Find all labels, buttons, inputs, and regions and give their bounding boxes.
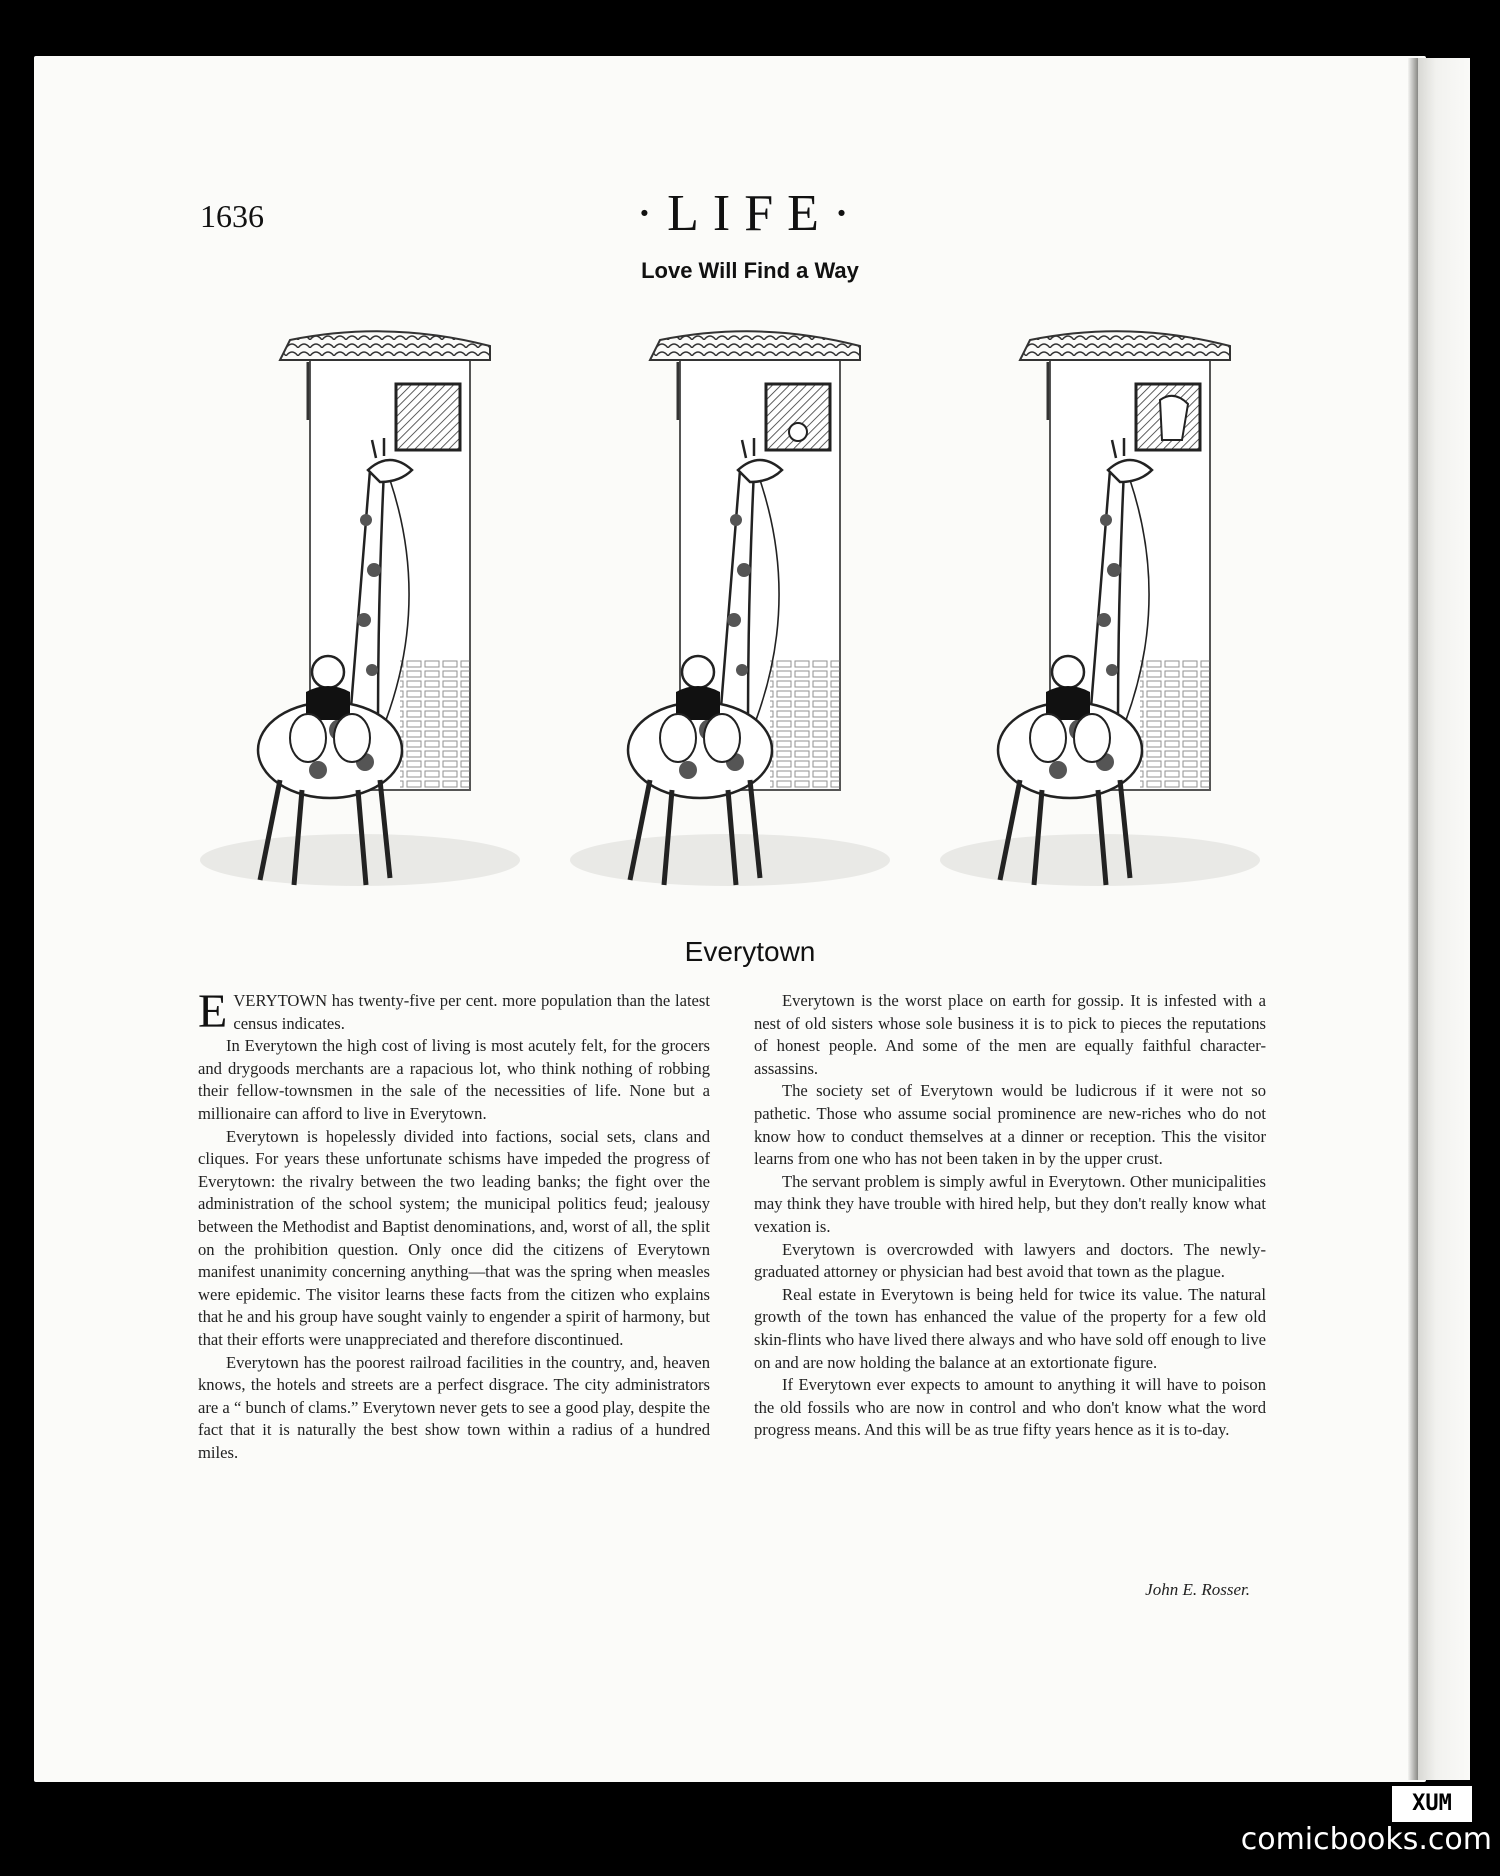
- figure-leaning-out: [1160, 396, 1188, 440]
- article-title: Everytown: [684, 936, 816, 967]
- article-column-left: [198, 985, 710, 1464]
- drop-cap: E: [198, 985, 228, 1038]
- face-in-window: [789, 423, 807, 441]
- watermark-site: comicbooks.com: [1240, 1822, 1492, 1857]
- next-page-edge: [1418, 58, 1470, 1780]
- paragraph-text: VERYTOWN has twenty-five per cent. more population than the latest census indicates.: [233, 991, 710, 1033]
- article-paragraph: Real estate in Everytown is being held for twice its value. The natural growth of the town has enhanced the value of the property for a few old skin-flints who have lived there always and who have sold off enough to live on and are now holding the balance at an extortionate figure.: [754, 1284, 1266, 1372]
- masthead: ·LIFE·: [635, 185, 865, 242]
- article-paragraph: In Everytown the high cost of living is most acutely felt, for the grocers and drygoods merchants are a rapacious lot, who think nothing of robbing their fellow-townsmen in the sale of the necessities of life. None but a millionaire can afford to live in Everytown.: [198, 1036, 710, 1123]
- cartoon-illustration: [190, 300, 1270, 900]
- watermark-badge: XUM: [1392, 1786, 1472, 1822]
- panel-2-giraffe-icon: [570, 331, 890, 886]
- article-paragraph: Everytown is hopelessly divided into factions, social sets, clans and cliques. For years these unfortunate schisms have impeded the progress of Everytown: the rivalry between the two leading banks; the fight over the administration of the school system; the municipal politics feud; jealousy between the Methodist and Baptist denominations, and, worst of all, the split on the prohibition question. Only once did the citizens of Everytown manifest unanimity concerning anything—that was the spring when measles were epidemic. The visitor learns these facts from the citizen who explains that he and his group have sought vainly to engender a spirit of harmony, but that their efforts were unappreciated and therefore discontinued.: [198, 1126, 710, 1349]
- article-paragraph: The society set of Everytown would be ludicrous if it were not so pathetic. Those who assume social prominence are new-riches who do not know how to conduct themselves at a dinner or reception. This the visitor learns from one who has not been taken in by the upper crust.: [754, 1081, 1266, 1169]
- article-paragraph: The servant problem is simply awful in Everytown. Other municipalities may think they have trouble with hired help, but they don't really know what vexation is.: [754, 1171, 1266, 1236]
- article-paragraph: Everytown is overcrowded with lawyers and doctors. The newly-graduated attorney or physician had best avoid that town as the plague.: [754, 1239, 1266, 1282]
- article-paragraph: [198, 985, 710, 1038]
- article-paragraph: Everytown is the worst place on earth for gossip. It is infested with a nest of old sisters whose sole business it is to pick to pieces the reputations of honest people. And some of the men are equally faithful character-assassins.: [754, 991, 1266, 1078]
- cartoon-title: Love Will Find a Way: [641, 258, 859, 283]
- panel-1-giraffe-icon: [200, 331, 520, 886]
- article-paragraph: Everytown has the poorest railroad facilities in the country, and, heaven knows, the hotels and streets are a perfect disgrace. The city administrators are a “ bunch of clams.” Everytown never gets to see a good play, despite the fact that it is naturally the best show town within a radius of a hundred miles.: [198, 1352, 710, 1462]
- panel-3-giraffe-icon: [940, 331, 1260, 886]
- author-signature: John E. Rosser.: [1145, 1580, 1250, 1599]
- page-number: 1636: [200, 198, 264, 234]
- article-paragraph: If Everytown ever expects to amount to anything it will have to poison the old fossils who are now in control and who don't know what the word progress means. And this will be as true fifty years hence as it is to-day.: [754, 1375, 1266, 1440]
- article-column-right: [754, 990, 1266, 1442]
